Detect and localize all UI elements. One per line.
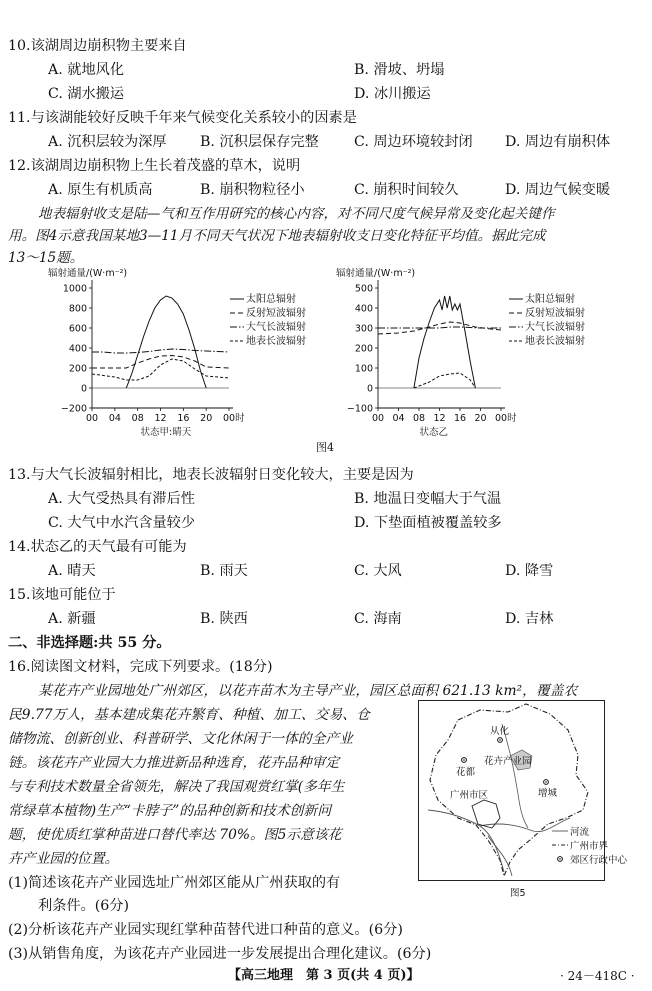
q16-text-8: 卉产业园的位置。 [8, 851, 119, 867]
q14-stem: 14.状态乙的天气最有可能为 [8, 539, 187, 555]
q13-option-a: A. 大气受热具有滞后性 [48, 491, 195, 507]
x-tick-label: 08 [131, 413, 144, 424]
legend-label-3: 大气长波辐射 [246, 322, 306, 333]
q15-option-d: D. 吉林 [505, 611, 554, 627]
chart-title: 状态乙 [419, 427, 449, 438]
q13-option-c: C. 大气中水汽含量较少 [48, 515, 196, 531]
chart-state-a [48, 267, 306, 438]
legend-label-1: 太阳总辐射 [525, 294, 575, 305]
intro-line-2: 用。图4示意我国某地3—11月不同天气状况下地表辐射收支日变化特征平均值。据此完成 [8, 228, 546, 244]
q11-option-d: D. 周边有崩积体 [505, 134, 611, 150]
label-conghua: 从化 [490, 726, 510, 737]
y-axis-label: 辐射通量/(W·m⁻²) [48, 268, 128, 279]
legend-boundary: 广州市界 [570, 841, 609, 852]
y-axis-label: 辐射通量/(W·m⁻²) [336, 268, 416, 279]
y-tick-label: 100 [354, 363, 373, 375]
q16-text-2: 民9.77万人，基本建成集花卉繁育、种植、加工、交易、仓 [8, 707, 370, 723]
x-tick-label: 12 [154, 413, 167, 424]
x-tick-label: 08 [413, 413, 426, 424]
y-tick-label: 400 [354, 303, 373, 315]
footer-code: · 24－418C · [560, 969, 635, 983]
q12-option-b: B. 崩积物粒径小 [200, 182, 305, 198]
q15-option-c: C. 海南 [354, 611, 402, 627]
y-tick-label: 400 [68, 343, 87, 355]
legend-label-2: 反射短波辐射 [525, 308, 585, 319]
q12-option-a: A. 原生有机质高 [48, 182, 153, 198]
q13-option-d: D. 下垫面植被覆盖较多 [354, 515, 502, 531]
y-tick-label: 500 [354, 283, 373, 295]
legend-center: 郊区行政中心 [570, 855, 628, 866]
series-line-4 [414, 373, 476, 388]
series-line-3 [92, 349, 229, 353]
y-tick-label: 600 [68, 323, 87, 335]
q11-option-b: B. 沉积层保存完整 [200, 134, 319, 150]
legend-label-2: 反射短波辐射 [246, 308, 306, 319]
q15-stem: 15.该地可能位于 [8, 587, 116, 603]
x-tick-label: 20 [474, 413, 487, 424]
q15-option-a: A. 新疆 [48, 611, 96, 627]
x-tick-label: 16 [177, 413, 190, 424]
chart-title: 状态甲:晴天 [140, 427, 192, 438]
legend-river: 河流 [570, 827, 590, 838]
q14-option-c: C. 大风 [354, 563, 402, 579]
legend-label-1: 太阳总辐射 [246, 294, 296, 305]
y-tick-label: 0 [366, 383, 373, 395]
y-tick-label: 200 [68, 363, 87, 375]
figure-4 [0, 266, 652, 456]
chart-state-b [336, 267, 585, 438]
y-tick-label: 0 [80, 383, 87, 395]
q16-text-5: 与专利技术数量全省领先，解决了我国观赏红掌(多年生 [8, 779, 345, 795]
legend-label-3: 大气长波辐射 [525, 322, 585, 333]
q11-stem: 11.与该湖能较好反映千年来气候变化关系较小的因素是 [8, 110, 357, 126]
y-tick-label: −200 [60, 403, 87, 415]
label-flower-park: 花卉产业园 [484, 756, 532, 767]
x-tick-label: 00时 [223, 413, 245, 424]
q16-text-7: 题，使优质红掌种苗进口替代率达 70%。图5示意该花 [8, 827, 342, 843]
q15-option-b: B. 陕西 [200, 611, 248, 627]
q16-sub-1-cont: 利条件。(6分) [38, 898, 130, 914]
q10-option-a: A. 就地风化 [48, 62, 125, 78]
q12-stem: 12.该湖周边崩积物上生长着茂盛的草木，说明 [8, 158, 301, 174]
y-tick-label: −100 [346, 403, 373, 415]
intro-line-3: 13～15题。 [8, 250, 84, 266]
legend-label-4: 地表长波辐射 [525, 336, 585, 347]
q16-text-4: 链。该花卉产业园大力推进新品种选育，花卉品种审定 [8, 755, 340, 771]
x-tick-label: 00 [86, 413, 99, 424]
q13-option-b: B. 地温日变幅大于气温 [354, 491, 502, 507]
series-line-2 [92, 356, 229, 369]
q16-text-1: 某花卉产业园地处广州郊区，以花卉苗木为主导产业，园区总面积 621.13 km²，覆盖农 [38, 683, 578, 699]
figure-5-map [418, 700, 640, 900]
y-tick-label: 300 [354, 323, 373, 335]
q16-sub-3: (3)从销售角度，为该花卉产业园进一步发展提出合理化建议。(6分) [8, 946, 432, 962]
q10-option-c: C. 湖水搬运 [48, 86, 125, 102]
series-line-1 [414, 296, 476, 388]
q11-option-c: C. 周边环境较封闭 [354, 134, 473, 150]
footer-page-info: 【高三地理 第 3 页(共 4 页)】 [228, 968, 420, 983]
x-tick-label: 04 [392, 413, 405, 424]
figure-4-caption: 图4 [316, 441, 334, 454]
legend-label-4: 地表长波辐射 [246, 336, 306, 347]
figure-5-caption: 图5 [510, 888, 526, 899]
label-zengcheng: 增城 [538, 788, 558, 799]
label-huadu: 花都 [456, 767, 476, 778]
q10-stem: 10.该湖周边崩积物主要来自 [8, 38, 187, 54]
x-tick-label: 16 [454, 413, 467, 424]
y-tick-label: 800 [68, 303, 87, 315]
q16-text-6: 常绿草本植物)生产“卡脖子”的品种创新和技术创新问 [8, 803, 332, 819]
x-tick-label: 00 [372, 413, 385, 424]
map-frame [419, 701, 605, 881]
q12-option-c: C. 崩积时间较久 [354, 182, 459, 198]
series-line-3 [378, 327, 501, 328]
intro-line-1: 地表辐射收支是陆—气和互作用研究的核心内容，对不同尺度气候异常及变化起关键作 [38, 206, 555, 222]
x-tick-label: 20 [200, 413, 213, 424]
series-line-4 [92, 359, 229, 380]
q16-sub-2: (2)分析该花卉产业园实现红掌种苗替代进口种苗的意义。(6分) [8, 922, 403, 938]
section-2-heading: 二、非选择题:共 55 分。 [8, 635, 171, 651]
y-tick-label: 1000 [62, 283, 87, 295]
q14-option-b: B. 雨天 [200, 563, 248, 579]
label-guangzhou-city: 广州市区 [450, 790, 489, 801]
q12-option-d: D. 周边气候变暖 [505, 182, 611, 198]
q14-option-d: D. 降雪 [505, 563, 554, 579]
q13-stem: 13.与大气长波辐射相比，地表长波辐射日变化较大，主要是因为 [8, 467, 414, 483]
y-tick-label: 200 [354, 343, 373, 355]
q14-option-a: A. 晴天 [48, 563, 96, 579]
q10-option-b: B. 滑坡、坍塌 [354, 62, 445, 78]
q11-option-a: A. 沉积层较为深厚 [48, 134, 167, 150]
x-tick-label: 00时 [495, 413, 517, 424]
x-tick-label: 12 [433, 413, 446, 424]
q10-option-d: D. 冰川搬运 [354, 86, 431, 102]
q16-sub-1: (1)简述该花卉产业园选址广州郊区能从广州获取的有 [8, 875, 341, 891]
q16-stem: 16.阅读图文材料，完成下列要求。(18分) [8, 659, 273, 675]
series-line-1 [126, 296, 206, 388]
x-tick-label: 04 [108, 413, 121, 424]
q16-text-3: 储物流、创新创业、科普研学、文化休闲于一体的全产业 [8, 731, 353, 747]
